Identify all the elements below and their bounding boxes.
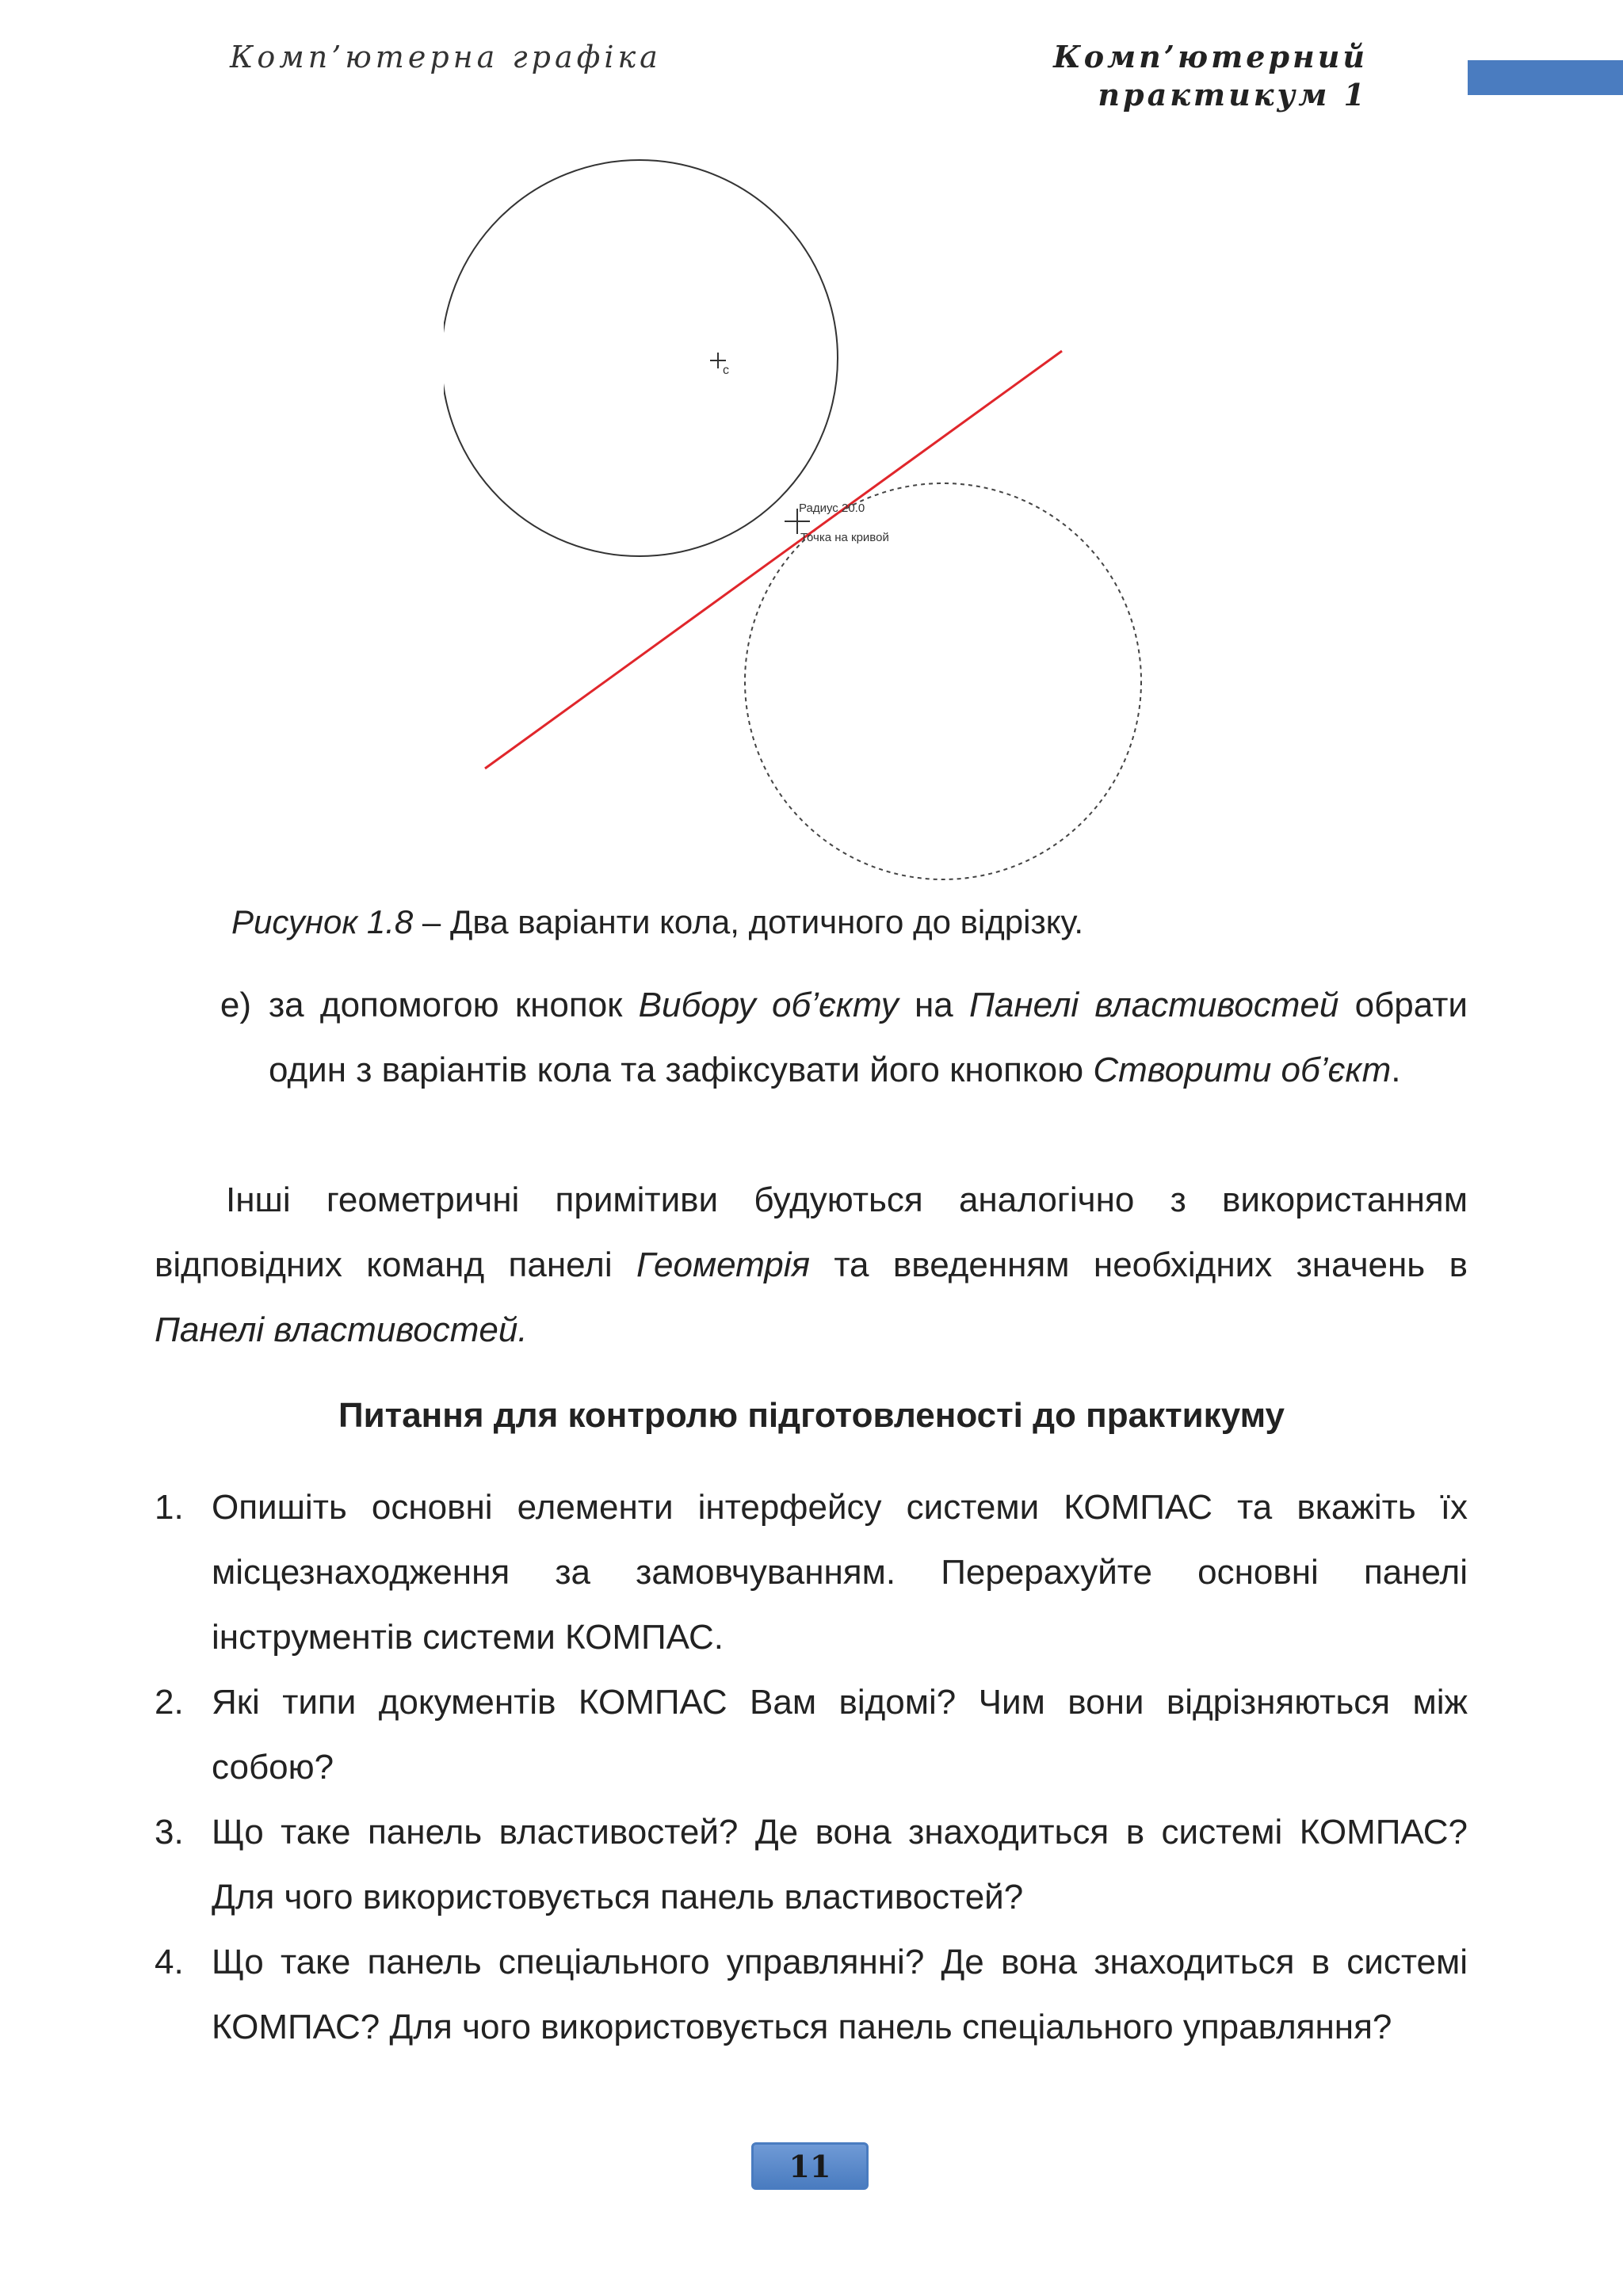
- running-header-left: Комп’ютерна графіка: [230, 40, 662, 74]
- header-accent-bar: [1468, 60, 1623, 95]
- question-number: 1.: [155, 1488, 184, 1527]
- questions-list: [155, 1475, 1468, 2060]
- list-item-e-label: е): [220, 986, 251, 1024]
- radius-tooltip: Радиус 20.0: [799, 502, 865, 515]
- center-marker: [710, 353, 729, 377]
- list-item-e: [155, 973, 1468, 1103]
- question-text: Що таке панель властивостей? Де вона знаходиться в системі КОМПАС? Для чого використовується панель властивостей?: [212, 1813, 1468, 1917]
- section-title: Питання для контролю підготовленості до практикуму: [338, 1396, 1285, 1435]
- point-on-curve-tooltip: Точка на кривой: [800, 531, 889, 544]
- body-paragraph: Інші геометричні примітиви будуються аналогічно з використанням відповідних команд панелі Геометрія та введенням необхідних значень в Панелі властивостей.: [155, 1180, 1468, 1349]
- question-number: 4.: [155, 1943, 184, 1981]
- figure-tangent-circles: [444, 143, 1157, 895]
- question-text: Що таке панель спеціального управлянні? Де вона знаходиться в системі КОМПАС? Для чого використовується панель спеціального управляння?: [212, 1943, 1468, 2046]
- question-text: Опишіть основні елементи інтерфейсу системи КОМПАС та вкажіть їх місцезнаходження за замовчуванням. Перерахуйте основні панелі інструментів системи КОМПАС.: [212, 1488, 1468, 1657]
- question-item: [155, 1475, 1468, 1670]
- question-number: 3.: [155, 1813, 184, 1852]
- caption-label: Рисунок 1.8: [231, 903, 414, 940]
- question-text: Які типи документів КОМПАС Вам відомі? Чим вони відрізняються між собою?: [212, 1683, 1468, 1787]
- center-mark-label: c: [723, 364, 729, 377]
- list-item-e-text: за допомогою кнопок Вибору об’єкту на Панелі властивостей обрати один з варіантів кола та зафіксувати його кнопкою Створити об’єкт.: [269, 986, 1468, 1089]
- question-item: [155, 1670, 1468, 1800]
- question-item: [155, 1800, 1468, 1930]
- running-header-right: [1053, 38, 1368, 114]
- page-number: 11: [751, 2142, 869, 2190]
- header-right-line2: практикум 1: [1098, 77, 1368, 113]
- caption-text: – Два варіанти кола, дотичного до відрізку.: [413, 903, 1084, 940]
- question-item: [155, 1930, 1468, 2060]
- question-number: 2.: [155, 1683, 184, 1722]
- solid-circle: [444, 160, 838, 556]
- tangent-segment: [485, 351, 1062, 769]
- figure-caption: [231, 903, 1083, 941]
- header-right-line1: Комп’ютерний: [1053, 39, 1368, 74]
